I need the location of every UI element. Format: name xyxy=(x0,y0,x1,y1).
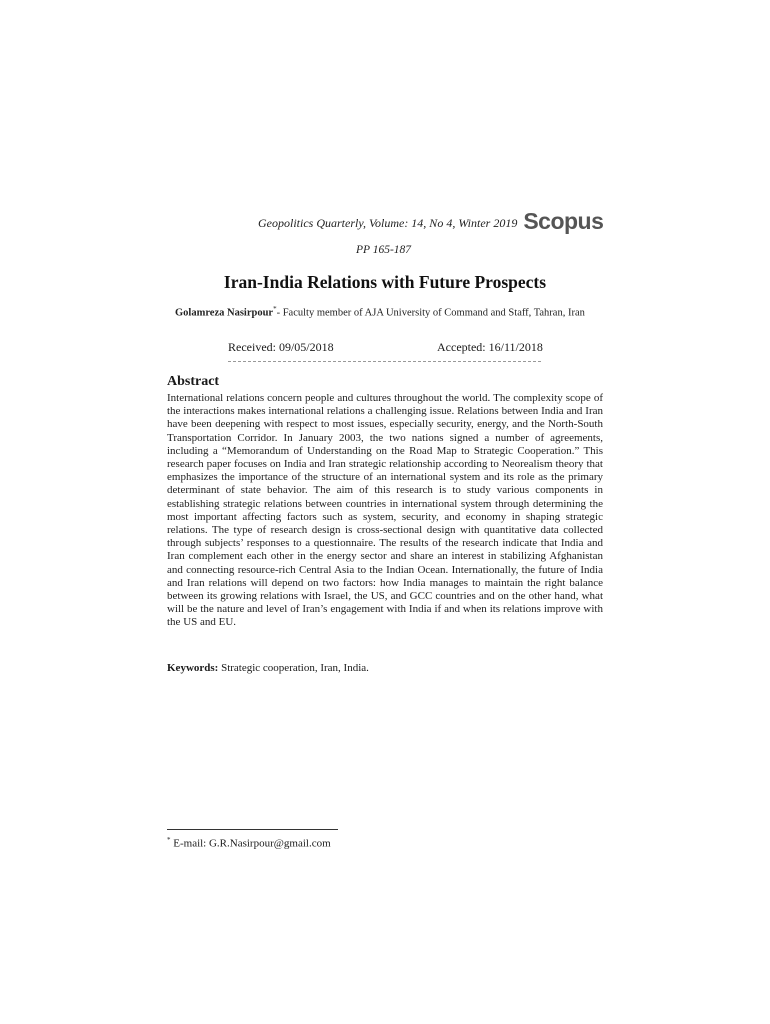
keywords-label: Keywords: xyxy=(167,662,219,674)
author-affiliation: - Faculty member of AJA University of Command and Staff, Tahran, Iran xyxy=(276,307,585,319)
author-footnote-mark: * xyxy=(273,305,277,313)
footnote-email: E-mail: G.R.Nasirpour@gmail.com xyxy=(170,837,331,850)
paper-title: Iran-India Relations with Future Prospects xyxy=(223,272,547,292)
author-line xyxy=(175,305,585,319)
received-date: Received: 09/05/2018 xyxy=(228,340,334,354)
journal-citation: Geopolitics Quarterly, Volume: 14, No 4, Winter 2019 xyxy=(258,216,518,230)
keywords-text: Strategic cooperation, Iran, India. xyxy=(218,662,369,674)
abstract-heading: Abstract xyxy=(167,374,220,389)
scopus-logo: Scopus xyxy=(523,208,604,234)
page-range: PP 165-187 xyxy=(356,244,412,256)
footnote-mark: * xyxy=(167,836,171,844)
author-name: Golamreza Nasirpour xyxy=(175,307,274,319)
footnote-divider xyxy=(167,829,338,830)
footnote xyxy=(167,836,331,850)
accepted-date: Accepted: 16/11/2018 xyxy=(437,340,543,354)
abstract-text: International relations concern people and cultures throughout the world. The complexity scope of the interactions makes international relations a challenging issue. Relations between India and Iran have been deepening with respect to most issues, especially security, energy, and the North-South Transportation Corridor. In January 2003, the two nations signed a number of agreements, including a “Memorandum of Understanding on the Road Map to Strategic Cooperation.” This research paper focuses on India and Iran strategic relationship according to Neorealism theory that emphasizes the importance of the structure of an international system and its role as the primary determinant of state behavior. The aim of this research is to study various components in establishing strategic relations between countries in international system through determining the most important affecting factors such as system, security, and economy in shaping strategic relations. The type of research design is cross-sectional design with quantitative data collected through subjects’ responses to a questionnaire. The results of the research indicate that India and Iran complement each other in the energy sector and share an interest in stabilizing Afghanistan and connecting resource-rich Central Asia to the Indian Ocean. Internationally, the future of India and Iran relations will depend on two factors: how India manages to maintain the right balance between its growing relations with Israel, the US, and GCC countries and on the other hand, what will be the nature and level of Iran’s engagement with India if and when its relations improve with the US and EU. xyxy=(167,392,603,629)
journal-header xyxy=(258,208,604,235)
header-divider xyxy=(228,361,541,362)
keywords-line xyxy=(167,662,603,675)
